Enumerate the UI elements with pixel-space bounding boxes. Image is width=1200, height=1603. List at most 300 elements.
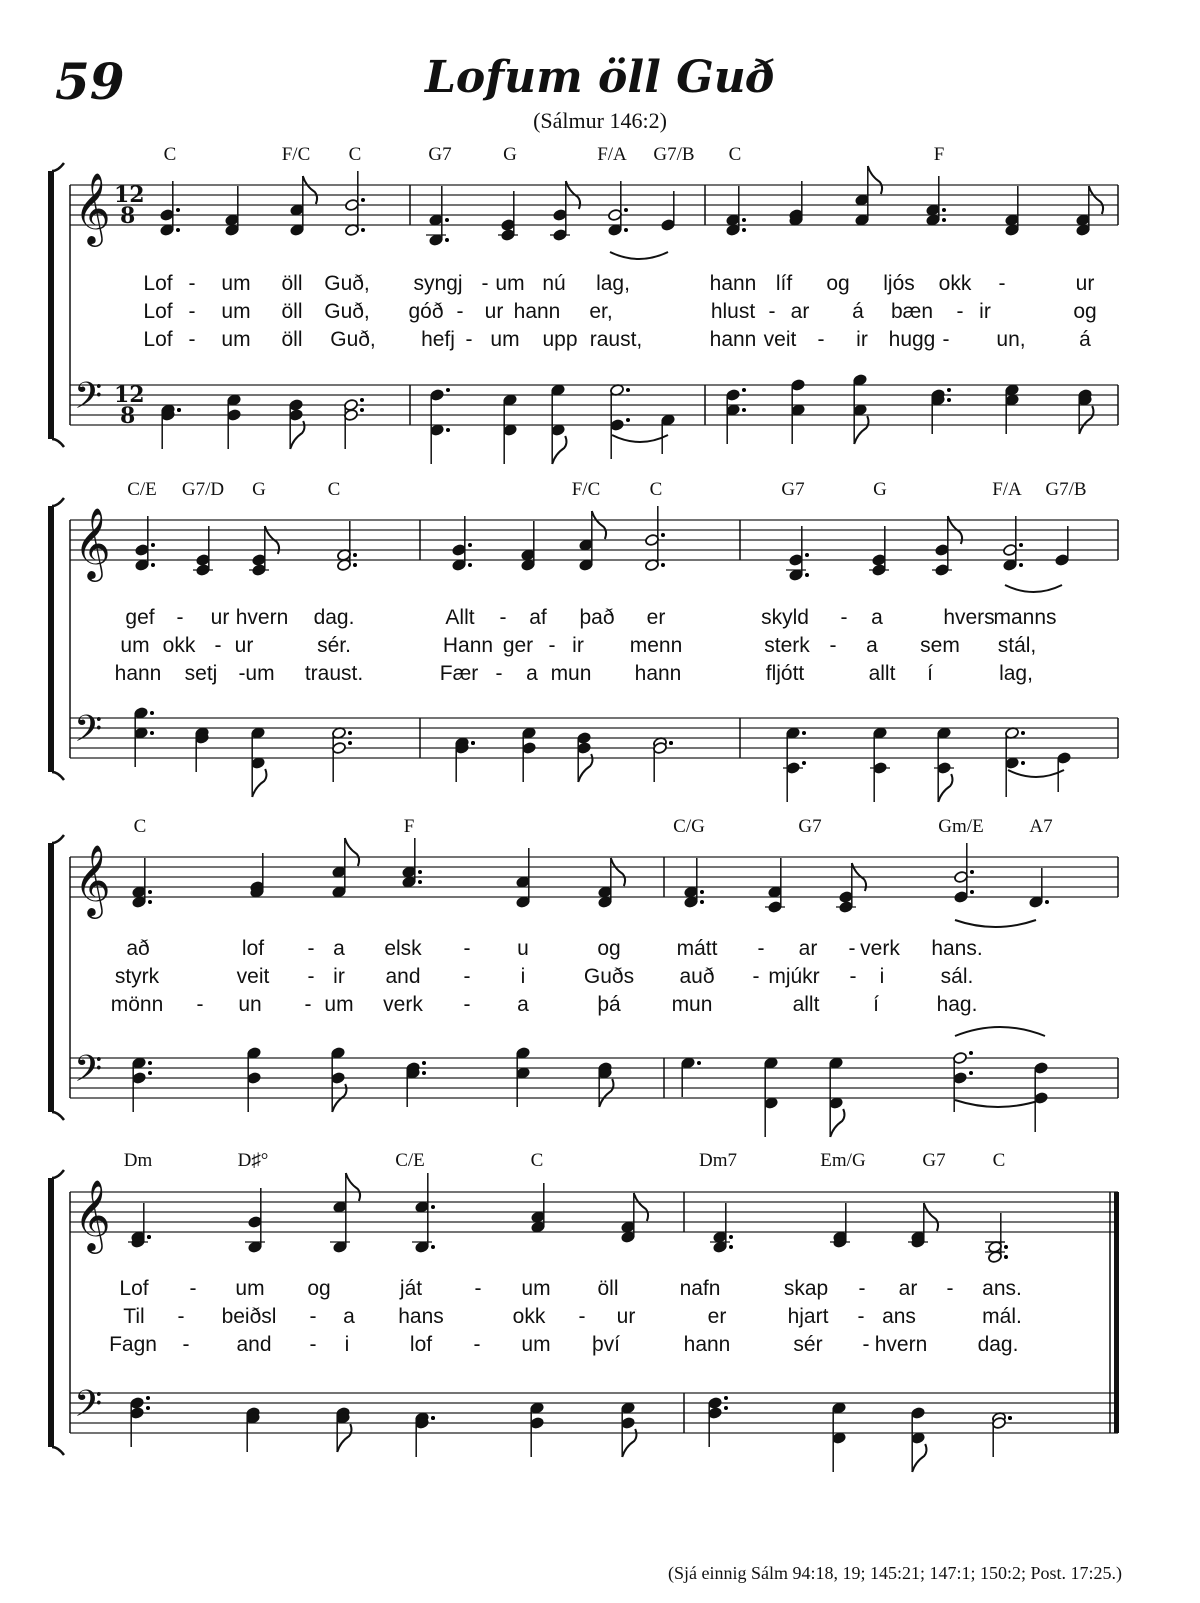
eighth-flag: [868, 166, 882, 194]
lyric-syllable: ir: [856, 328, 868, 351]
lyric-syllable: and: [385, 965, 421, 988]
chord-symbol: C/E: [395, 1150, 425, 1171]
dot: [431, 1416, 435, 1420]
lyric-syllable: góð: [408, 300, 444, 323]
chord-symbol: F/A: [597, 144, 627, 165]
lyric-syllable: hans.: [931, 937, 983, 960]
lyric-syllable: manns: [993, 606, 1057, 629]
dot: [805, 553, 809, 557]
treble-notes: [128, 1173, 1008, 1263]
lyric-syllable: -: [857, 1305, 865, 1328]
dot: [1008, 1416, 1012, 1420]
lyric-syllable: Lof: [143, 300, 173, 323]
lyric-syllable: -: [188, 300, 196, 323]
dot: [626, 418, 630, 422]
dot: [947, 398, 951, 402]
lyric-syllable: hvern: [235, 606, 289, 629]
lyric-syllable: um: [521, 1277, 551, 1300]
bass-notes: [134, 707, 1072, 802]
lyric-syllable: -: [465, 328, 473, 351]
lyric-syllable: á: [1079, 328, 1091, 351]
tie: [955, 920, 1036, 927]
chord-symbol: C: [348, 144, 362, 165]
scripture-reference: (Sálmur 146:2): [533, 108, 667, 133]
chord-symbol: F/A: [992, 479, 1022, 500]
tie: [1008, 770, 1064, 777]
lyric-syllable: hefj: [421, 328, 455, 351]
lyric-syllable: ir: [572, 634, 584, 657]
dot: [802, 731, 806, 735]
chord-symbol: G7: [428, 144, 452, 165]
lyric-syllable: allt: [792, 993, 820, 1016]
music-system: [48, 1150, 1119, 1455]
lyric-syllable: -: [942, 328, 950, 351]
lyric-syllable: i: [344, 1333, 350, 1356]
lyric-syllable: Hann: [442, 634, 494, 657]
lyric-syllable: Fær: [439, 662, 479, 685]
lyric-syllable: skyld: [761, 606, 809, 629]
lyric-syllable: um: [221, 272, 251, 295]
dot: [805, 573, 809, 577]
chord-symbol: D♯°: [237, 1150, 269, 1171]
lyric-syllable: -: [499, 606, 507, 629]
dot: [176, 228, 180, 232]
lyric-syllable: -: [858, 1277, 866, 1300]
dot: [942, 218, 946, 222]
dot: [146, 1396, 150, 1400]
dot: [700, 900, 704, 904]
dot: [700, 890, 704, 894]
lyric-syllable: traust.: [304, 662, 364, 685]
lyric-syllable: Guð,: [324, 300, 370, 323]
chord-symbol: G: [873, 479, 887, 500]
lyric-syllable: -: [307, 965, 315, 988]
dot: [360, 398, 364, 402]
dot: [1019, 563, 1023, 567]
eighth-flag: [938, 774, 952, 802]
bass-notes: [130, 1396, 1012, 1472]
lyric-syllable: Lof: [143, 272, 173, 295]
dot: [151, 543, 155, 547]
lyric-syllable: um: [495, 272, 525, 295]
lyric-syllable: un: [238, 993, 262, 1016]
tie: [1005, 585, 1062, 592]
lyric-syllable: ar: [898, 1277, 918, 1300]
lyric-syllable: Til: [123, 1305, 145, 1328]
dot: [724, 1396, 728, 1400]
lyric-syllable: um: [324, 993, 354, 1016]
lyric-syllable: upp: [542, 328, 578, 351]
chord-symbol: G: [503, 144, 517, 165]
lyric-syllable: -: [956, 300, 964, 323]
lyric-syllable: mjúkr: [768, 965, 820, 988]
dot: [970, 890, 974, 894]
lyric-syllable: hann: [709, 328, 757, 351]
dot: [146, 1406, 150, 1410]
dot: [1004, 1245, 1008, 1249]
lyric-syllable: lof: [409, 1333, 433, 1356]
lyric-syllable: -: [829, 634, 837, 657]
treble-notes: [135, 506, 1070, 581]
lyric-syllable: líf: [775, 272, 793, 295]
lyric-syllable: -: [752, 965, 760, 988]
dot: [348, 731, 352, 735]
lyric-syllable: hann: [114, 662, 162, 685]
lyric-syllable: Allt: [445, 606, 475, 629]
lyric-syllable: um: [221, 328, 251, 351]
lyric-syllable: nafn: [679, 1277, 721, 1300]
dot: [1019, 543, 1023, 547]
lyric-syllable: um: [521, 1333, 551, 1356]
lyric-syllable: lag,: [999, 662, 1033, 685]
lyric-syllable: sál.: [940, 965, 974, 988]
dot: [942, 208, 946, 212]
lyric-syllable: ur: [1075, 272, 1095, 295]
lyric-syllable: hann: [709, 272, 757, 295]
lyric-syllable: a: [871, 606, 883, 629]
dot: [970, 870, 974, 874]
lyric-syllable: dag.: [977, 1333, 1019, 1356]
lyric-syllable: ar: [790, 300, 810, 323]
lyric-syllable: ger: [502, 634, 534, 657]
system-bracket-bar: [48, 1178, 54, 1447]
eighth-flag: [1089, 186, 1103, 214]
time-signature-bottom: 8: [120, 203, 136, 229]
lyric-syllable: hvers: [943, 606, 995, 629]
lyric-syllable: Fagn: [109, 1333, 157, 1356]
lyric-syllable: -: [768, 300, 776, 323]
lyric-syllable: verk: [860, 937, 900, 960]
lyric-syllable: um: [221, 300, 251, 323]
final-barline-thick: [1114, 1192, 1119, 1433]
hymn-title: Lofum öll Guð: [424, 52, 776, 103]
lyric-syllable: -: [182, 1333, 190, 1356]
chord-symbol: C: [327, 479, 341, 500]
lyric-syllable: -: [196, 993, 204, 1016]
lyric-syllable: -: [307, 937, 315, 960]
eighth-flag: [303, 176, 317, 204]
dot: [697, 1061, 701, 1065]
lyric-syllable: -: [214, 634, 222, 657]
lyric-syllable: af: [529, 606, 547, 629]
eighth-flag: [611, 858, 625, 886]
lyric-syllable: i: [520, 965, 526, 988]
lyric-syllable: Guðs: [583, 965, 635, 988]
eighth-flag: [552, 436, 566, 464]
chord-symbol: G7/D: [181, 479, 225, 500]
lyric-syllable: gef: [125, 606, 155, 629]
lyric-syllable: mönn: [110, 993, 164, 1016]
bass-clef-icon: 𝄢: [74, 375, 103, 426]
lyric-syllable: syngj: [413, 272, 463, 295]
lyric-syllable: fljótt: [765, 662, 805, 685]
lyric-syllable: lag,: [596, 272, 630, 295]
lyric-syllable: -: [304, 993, 312, 1016]
dot: [661, 563, 665, 567]
chord-symbol: C: [992, 1150, 1006, 1171]
dot: [148, 1071, 152, 1075]
lyric-syllable: hjart: [787, 1305, 829, 1328]
dot: [729, 1235, 733, 1239]
lyric-syllable: að: [126, 937, 150, 960]
dot: [148, 890, 152, 894]
eighth-flag: [912, 1444, 926, 1472]
dot: [742, 388, 746, 392]
treble-notes: [132, 838, 1049, 913]
lyric-syllable: elsk: [384, 937, 422, 960]
lyric-syllable: ir: [333, 965, 345, 988]
lyric-syllable: það: [579, 606, 615, 629]
lyric-syllable: ans: [882, 1305, 916, 1328]
chord-symbol: Gm/E: [938, 816, 984, 837]
lyric-syllable: allt: [868, 662, 896, 685]
lyric-syllable: mun: [671, 993, 713, 1016]
lyric-syllable: hans: [398, 1305, 444, 1328]
chord-symbol: F: [933, 144, 945, 165]
chord-symbol: G7: [922, 1150, 946, 1171]
lyric-syllable: í: [927, 662, 933, 685]
lyric-syllable: bæn: [890, 300, 934, 323]
lyric-syllable: er: [646, 606, 666, 629]
lyric-syllable: sterk: [764, 634, 810, 657]
dot: [446, 428, 450, 432]
dot: [446, 388, 450, 392]
eighth-flag: [592, 511, 606, 539]
lyric-syllable: sem: [920, 634, 960, 657]
lyric-syllable: ar: [798, 937, 818, 960]
dot: [471, 741, 475, 745]
chord-symbol: Em/G: [820, 1150, 866, 1171]
lyric-syllable: hlust: [710, 300, 756, 323]
dot: [624, 208, 628, 212]
lyric-syllable: og: [307, 1277, 331, 1300]
lyric-syllable: skap: [783, 1277, 829, 1300]
lyric-syllable: Guð,: [330, 328, 376, 351]
dot: [150, 731, 154, 735]
lyric-syllable: hann: [513, 300, 561, 323]
lyric-syllable: -: [188, 272, 196, 295]
lyric-syllable: -: [849, 965, 857, 988]
lyric-syllable: um: [235, 1277, 265, 1300]
dot: [422, 1061, 426, 1065]
lyric-syllable: ur: [234, 634, 254, 657]
lyric-syllable: sér.: [317, 634, 351, 657]
bass-clef-icon: 𝄢: [74, 1048, 103, 1099]
dot: [148, 1061, 152, 1065]
treble-notes: [160, 166, 1103, 246]
lyric-syllable: -: [176, 606, 184, 629]
lyric-syllable: hugg: [888, 328, 936, 351]
dot: [729, 1245, 733, 1249]
lyric-syllable: og: [1073, 300, 1097, 323]
eighth-flag: [599, 1079, 613, 1107]
lyric-syllable: öll: [281, 272, 303, 295]
lyric-syllable: lof: [241, 937, 265, 960]
lyric-syllable: -: [946, 1277, 954, 1300]
lyric-syllable: um: [245, 662, 275, 685]
lyric-syllable: -: [188, 328, 196, 351]
lyric-syllable: um: [120, 634, 150, 657]
time-signature-top: 12: [114, 182, 145, 208]
eighth-flag: [830, 1109, 844, 1137]
dot: [742, 408, 746, 412]
lyric-syllable: ans.: [982, 1277, 1022, 1300]
lyric-syllable: mál.: [982, 1305, 1022, 1328]
lyric-syllable: mátt: [676, 937, 718, 960]
bass-clef-icon: 𝄢: [74, 1383, 103, 1434]
dot: [176, 208, 180, 212]
music-system: [48, 144, 1118, 447]
time-signature-top: 12: [114, 382, 145, 408]
eighth-flag: [854, 416, 868, 444]
lyric-syllable: auð: [679, 965, 715, 988]
chord-symbol: G7/B: [1045, 479, 1087, 500]
lyric-syllable: setj: [184, 662, 218, 685]
lyric-syllable: -: [474, 1277, 482, 1300]
chord-symbol: C: [530, 1150, 544, 1171]
lyric-syllable: a: [343, 1305, 355, 1328]
footnote: (Sjá einnig Sálm 94:18, 19; 145:21; 147:1; 150:2; Post. 17:25.): [667, 1563, 1122, 1583]
chord-symbol: C/E: [127, 479, 157, 500]
dot: [1004, 1255, 1008, 1259]
lyric-syllable: um: [490, 328, 520, 351]
dot: [969, 1051, 973, 1055]
chord-symbol: C/G: [673, 816, 705, 837]
dot: [445, 218, 449, 222]
chord-symbol: C: [649, 479, 663, 500]
dot: [151, 563, 155, 567]
lyric-syllable: -: [848, 937, 856, 960]
dot: [147, 1235, 151, 1239]
lyric-syllable: á: [852, 300, 864, 323]
tie: [955, 1027, 1045, 1036]
chord-symbol: G7: [781, 479, 805, 500]
eighth-flag: [345, 838, 359, 866]
dot: [1045, 900, 1049, 904]
lyric-syllable: -: [309, 1333, 317, 1356]
system-bracket-bar: [48, 506, 54, 772]
lyric-syllable: -: [238, 662, 246, 685]
dot: [361, 228, 365, 232]
time-signature-bottom: 8: [120, 403, 136, 429]
lyric-syllable: ur: [484, 300, 504, 323]
dot: [148, 900, 152, 904]
chord-symbol: F/C: [281, 144, 311, 165]
lyric-syllable: hvern: [874, 1333, 928, 1356]
lyric-syllable: -: [189, 1277, 197, 1300]
dot: [353, 553, 357, 557]
lyric-syllable: ur: [210, 606, 230, 629]
lyric-syllable: öll: [281, 300, 303, 323]
lyric-syllable: og: [597, 937, 621, 960]
dot: [150, 711, 154, 715]
lyric-syllable: öll: [597, 1277, 619, 1300]
lyric-syllable: okk: [512, 1305, 546, 1328]
dot: [177, 408, 181, 412]
treble-clef-icon: 𝄞: [74, 171, 111, 244]
chord-symbol: F: [403, 816, 415, 837]
dot: [669, 741, 673, 745]
dot: [1021, 761, 1025, 765]
chord-symbol: Dm7: [699, 1150, 737, 1171]
dot: [468, 543, 472, 547]
lyric-syllable: Lof: [119, 1277, 149, 1300]
dot: [418, 870, 422, 874]
lyric-syllable: öll: [281, 328, 303, 351]
eighth-flag: [337, 1424, 351, 1452]
lyric-syllable: veit: [236, 965, 270, 988]
dot: [348, 741, 352, 745]
dot: [742, 218, 746, 222]
lyric-syllable: -: [481, 272, 489, 295]
lyric-syllable: dag.: [313, 606, 355, 629]
treble-clef-icon: 𝄞: [74, 1178, 111, 1251]
lyric-syllable: því: [591, 1333, 621, 1356]
bass-notes: [161, 374, 1094, 464]
lyric-syllable: and: [236, 1333, 272, 1356]
eighth-flag: [634, 1193, 648, 1221]
lyric-syllable: hann: [683, 1333, 731, 1356]
lyric-syllable: okk: [162, 634, 196, 657]
lyric-syllable: un,: [996, 328, 1026, 351]
lyric-syllable: -: [309, 1305, 317, 1328]
eighth-flag: [252, 769, 266, 797]
lyric-syllable: í: [873, 993, 879, 1016]
system-bracket-bar: [48, 843, 54, 1112]
chord-symbol: C: [133, 816, 147, 837]
lyric-syllable: a: [333, 937, 345, 960]
lyric-syllable: Lof: [143, 328, 173, 351]
lyric-syllable: hag.: [936, 993, 978, 1016]
chord-symbol: Dm: [123, 1150, 153, 1171]
lyric-syllable: okk: [938, 272, 972, 295]
lyric-syllable: u: [517, 937, 529, 960]
treble-clef-icon: 𝄞: [74, 506, 111, 579]
chord-symbol: G: [252, 479, 266, 500]
dot: [431, 1205, 435, 1209]
tie: [610, 252, 668, 259]
lyric-syllable: raust,: [589, 328, 643, 351]
lyric-syllable: verk: [383, 993, 423, 1016]
lyric-syllable: a: [526, 662, 538, 685]
eighth-flag: [1079, 406, 1093, 434]
eighth-flag: [346, 1173, 360, 1201]
lyric-syllable: ir: [979, 300, 991, 323]
lyric-syllable: mun: [550, 662, 592, 685]
eighth-flag: [924, 1203, 938, 1231]
lyric-syllable: -: [862, 1333, 870, 1356]
lyric-syllable: -: [456, 300, 464, 323]
lyric-syllable: a: [517, 993, 529, 1016]
tie: [612, 435, 668, 442]
dot: [626, 388, 630, 392]
dot: [445, 238, 449, 242]
lyric-syllable: i: [879, 965, 885, 988]
chord-symbol: A7: [1029, 816, 1053, 837]
lyric-syllable: Guð,: [324, 272, 370, 295]
hymn-number: 59: [55, 52, 125, 111]
lyric-syllable: -: [817, 328, 825, 351]
lyric-syllable: -: [463, 993, 471, 1016]
bass-notes: [132, 1047, 1049, 1137]
lyric-syllable: -: [463, 937, 471, 960]
chord-symbol: G7: [798, 816, 822, 837]
lyric-syllable: þá: [597, 993, 621, 1016]
dot: [1021, 731, 1025, 735]
lyric-syllable: hann: [634, 662, 682, 685]
lyric-syllable: ur: [616, 1305, 636, 1328]
lyric-syllable: ljós: [883, 272, 915, 295]
